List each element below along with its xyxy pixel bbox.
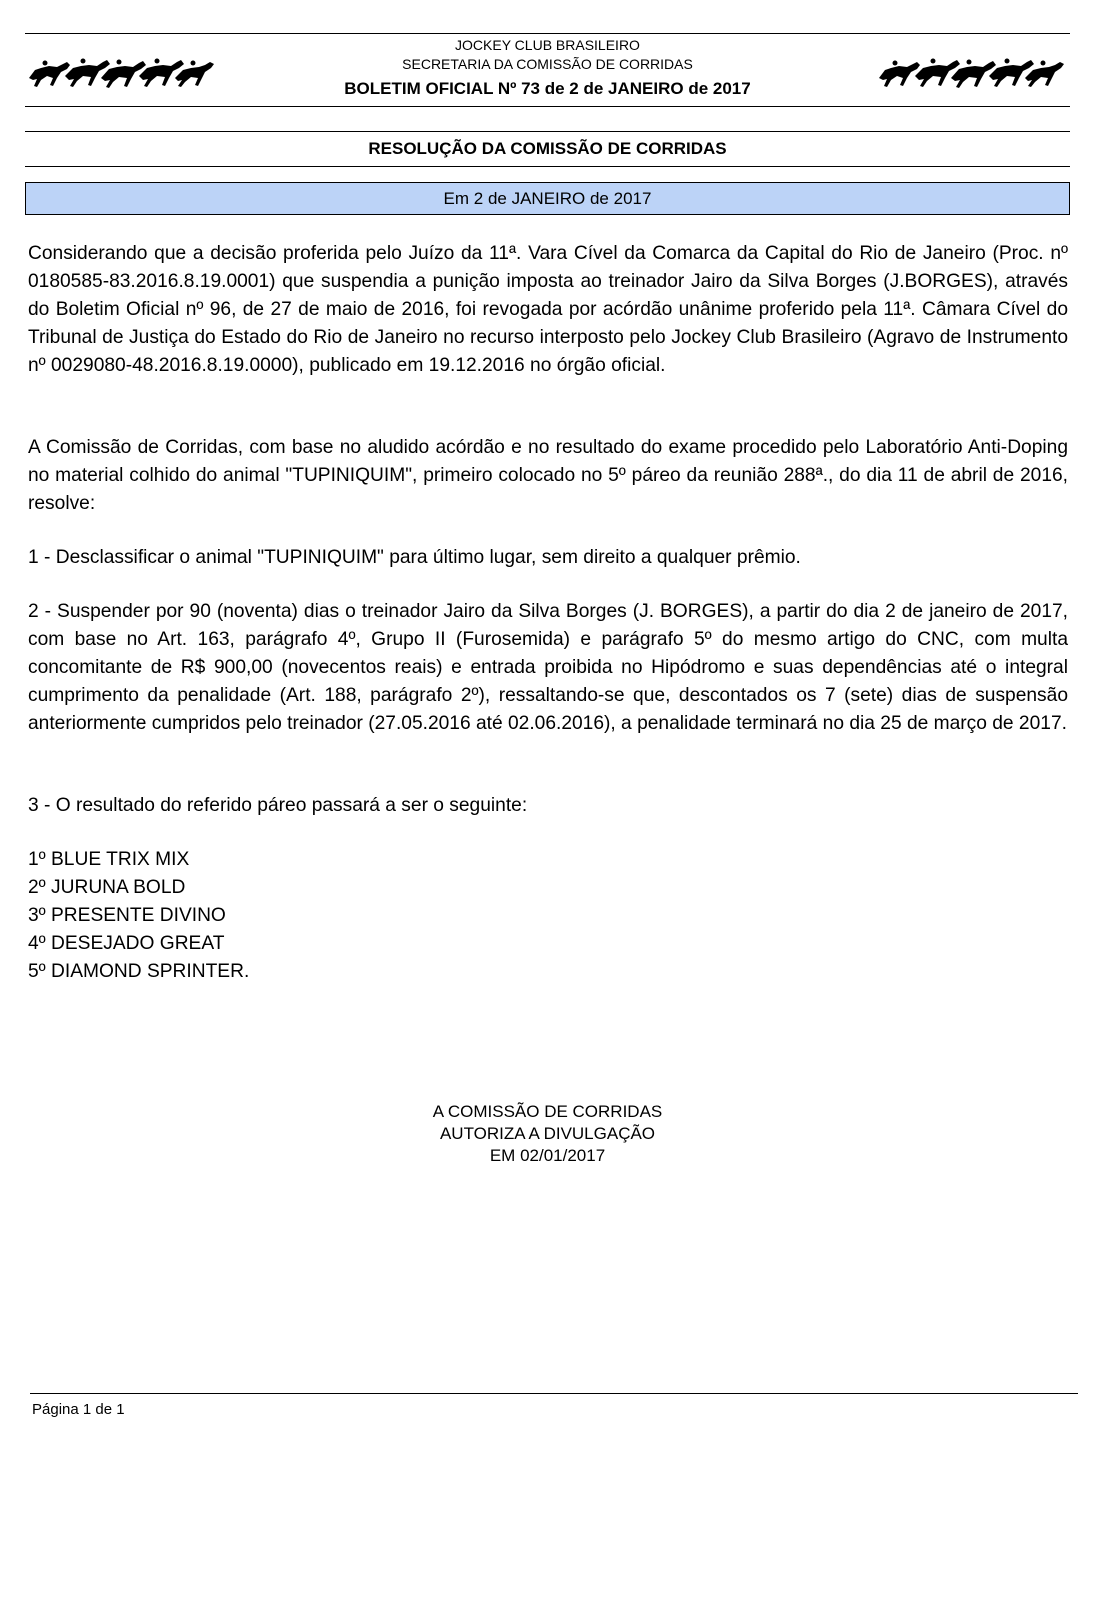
signature-line-2: AUTORIZA A DIVULGAÇÃO <box>439 1124 656 1143</box>
resolution-title: RESOLUÇÃO DA COMISSÃO DE CORRIDAS <box>368 139 727 158</box>
org-name: JOCKEY CLUB BRASILEIRO <box>455 37 640 53</box>
footer-rule <box>30 1393 1078 1394</box>
header-top-rule <box>25 33 1070 34</box>
race-results-list <box>28 846 628 986</box>
paragraph-considerando: Considerando que a decisão proferida pelo Juízo da 11ª. Vara Cível da Comarca da Capital do Rio de Janeiro (Proc. nº 0180585-83.2016.8.19.0001) que suspendia a punição imposta ao treinador Jairo da Silva Borges (J.BORGES), através do Boletim Oficial nº 96, de 27 de maio de 2016, foi revogada por acórdão unânime proferido pela 11ª. Câmara Cível do Tribunal de Justiça do Estado do Rio de Janeiro no recurso interposto pelo Jockey Club Brasileiro (Agravo de Instrumento nº 0029080-48.2016.8.19.0000), publicado em 19.12.2016 no órgão oficial. <box>28 243 1068 376</box>
resolution-top-rule <box>25 131 1070 132</box>
paragraph-item-2: 2 - Suspender por 90 (noventa) dias o treinador Jairo da Silva Borges (J. BORGES), a partir do dia 2 de janeiro de 2017, com base no Art. 163, parágrafo 4º, Grupo II (Furosemida) e parágrafo 5º do mesmo artigo do CNC, com multa concomitante de R$ 900,00 (novecentos reais) e entrada proibida no Hipódromo e suas dependências até o integral cumprimento da penalidade (Art. 188, parágrafo 2º), ressaltando-se que, descontados os 7 (sete) dias de suspensão anteriormente cumpridos pelo treinador (27.05.2016 até 02.06.2016), a penalidade terminará no dia 25 de março de 2017. <box>28 601 1068 734</box>
bulletin-title: BOLETIM OFICIAL Nº 73 de 2 de JANEIRO de 2017 <box>344 79 751 98</box>
paragraph-resolve: A Comissão de Corridas, com base no aludido acórdão e no resultado do exame procedido pelo Laboratório Anti-Doping no material colhido do animal "TUPINIQUIM", primeiro colocado no 5º páreo da reunião 288ª., do dia 11 de abril de 2016, resolve: <box>28 437 1068 514</box>
list-item: 5º DIAMOND SPRINTER. <box>28 961 250 982</box>
resolution-bottom-rule <box>25 166 1070 167</box>
list-item: 3º PRESENTE DIVINO <box>28 905 226 926</box>
department-name: SECRETARIA DA COMISSÃO DE CORRIDAS <box>402 56 693 72</box>
list-item: 2º JURUNA BOLD <box>28 877 186 898</box>
list-item: 4º DESEJADO GREAT <box>28 933 225 954</box>
resolution-date-band: Em 2 de JANEIRO de 2017 <box>25 182 1070 215</box>
signature-line-3: EM 02/01/2017 <box>489 1146 606 1165</box>
signature-line-1: A COMISSÃO DE CORRIDAS <box>432 1102 663 1121</box>
list-item: 1º BLUE TRIX MIX <box>28 849 190 870</box>
paragraph-item-3: 3 - O resultado do referido páreo passará a ser o seguinte: <box>28 795 528 816</box>
page-number: Página 1 de 1 <box>32 1401 125 1418</box>
header-bottom-rule <box>25 106 1070 107</box>
paragraph-item-1: 1 - Desclassificar o animal "TUPINIQUIM" para último lugar, sem direito a qualquer prêmio. <box>28 547 801 568</box>
